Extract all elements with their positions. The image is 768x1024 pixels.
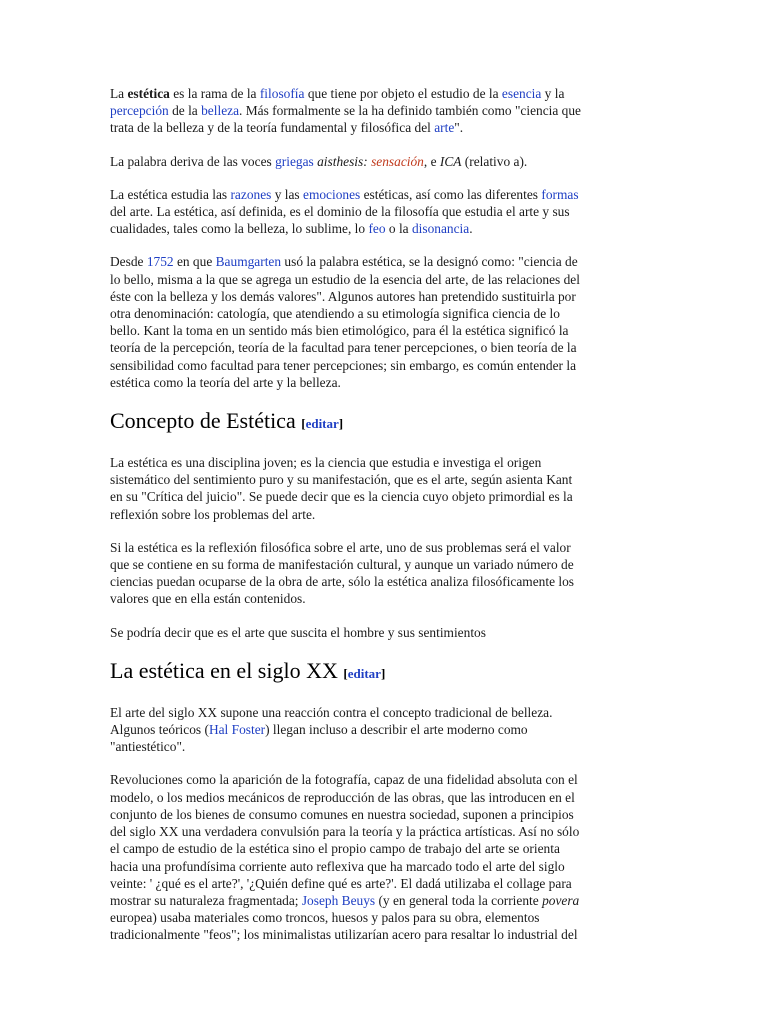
link-feo[interactable]: feo [368, 221, 386, 237]
heading-concepto: Concepto de Estética [editar] [110, 408, 344, 434]
link-joseph-beuys[interactable]: Joseph Beuys [301, 892, 376, 908]
paragraph-suscita: Se podría decir que es el arte que suscita el hombre y sus sentimientos [110, 624, 486, 640]
link-griegas[interactable]: griegas [275, 153, 314, 169]
edit-section-concepto: [editar] [301, 416, 344, 432]
link-hal-foster[interactable]: Hal Foster [208, 722, 266, 738]
paragraph-reflexion: Si la estética es la reflexión filosófica sobre el arte, uno de sus problemas será el valor que se contiene en su forma de manifestación cultural, y aunque un variado número de ciencias puedan ocuparse de la obra de arte, sólo la estética analiza filosóficamente los valores que en ella están contenidos. [110, 539, 574, 607]
link-disonancia[interactable]: disonancia [411, 221, 470, 237]
edit-link-concepto[interactable]: editar [305, 416, 339, 432]
link-1752[interactable]: 1752 [146, 254, 174, 270]
paragraph-history: Desde 1752 en que Baumgarten usó la palabra estética, se la designó como: "ciencia de lo bello, misma a la que se agrega un estudio de la esencia del arte, de las relaciones del éste con la belleza y los demás valores". Algunos autores han pretendido sustituirla por otra denominación: catología, que atendiendo a su etimología significa ciencia de lo bello. Kant la toma en un sentido más bien etimológico, para él la estética significó la teoría de la percepción, teoría de la facultad para tener percepciones, o bien teoría de la sensibilidad como facultad para tener percepciones; sin embargo, es común entender la estética como la teoría del arte y la belleza. [110, 254, 580, 390]
edit-section-siglo-xx: [editar] [343, 665, 386, 681]
link-filosofia[interactable]: filosofía [259, 86, 305, 101]
link-sensacion[interactable]: sensación [371, 153, 424, 169]
link-belleza[interactable]: belleza [201, 103, 240, 119]
link-esencia[interactable]: esencia [501, 86, 542, 101]
paragraph-disciplina: La estética es una disciplina joven; es la ciencia que estudia e investiga el origen sistemático del sentimiento puro y su manifestación, que es el arte, según asienta Kant en su "Crítica del juicio". Se puede decir que es la ciencia cuyo objeto primordial es la reflexión sobre los problemas del arte. [110, 455, 573, 522]
paragraph-revoluciones: Revoluciones como la aparición de la fotografía, capaz de una fidelidad absoluta con el modelo, o los medios mecánicos de reproducción de las obras, que las introducen en el conjunto de los bienes de consumo comunes en nuestra sociedad, suponen a principios del siglo XX una verdadera convulsión para la teoría y la práctica artísticas. Así no sólo el campo de estudio de la estética sino el propio campo de trabajo del arte se orienta hacia una profundísima corriente auto reflexiva que ha marcado todo el arte del siglo veinte: ' ¿qué es el arte?', '¿Quién define qué es arte?'. El dadá utilizaba el collage para mostrar su naturaleza fragmentada; Joseph Beuys (y en general toda la corriente povera europea) usaba materiales como troncos, huesos y palos para su obra, elementos tradicionalmente "feos"; los minimalistas utilizarían acero para resaltar lo industrial del [110, 772, 580, 943]
paragraph-reaccion: El arte del siglo XX supone una reacción contra el concepto tradicional de belleza. Algunos teóricos (Hal Foster) llegan incluso a describir el arte moderno como "antiestético". [110, 704, 553, 755]
heading-siglo-xx: La estética en el siglo XX [editar] [110, 657, 386, 683]
link-razones[interactable]: razones [230, 186, 272, 202]
link-percepcion[interactable]: percepción [110, 103, 169, 119]
link-emociones[interactable]: emociones [303, 186, 361, 202]
paragraph-scope: La estética estudia las razones y las emociones estéticas, así como las diferentes formas del arte. La estética, así definida, es el dominio de la filosofía que estudia el arte y sus cualidades, tales como la belleza, lo sublime, lo feo o la disonancia. [110, 186, 579, 237]
link-formas[interactable]: formas [541, 186, 579, 202]
paragraph-etymology: La palabra deriva de las voces griegas aisthesis: sensación, e ICA (relativo a). [110, 153, 528, 169]
link-baumgarten[interactable]: Baumgarten [215, 254, 282, 270]
edit-link-siglo-xx[interactable]: editar [347, 665, 381, 681]
article-body [110, 85, 655, 960]
link-arte[interactable]: arte [434, 120, 455, 136]
paragraph-intro: La estética es la rama de la filosofía que tiene por objeto el estudio de la esencia y la percepción de la belleza. Más formalmente se la ha definido también como "ciencia que trata de la belleza y de la teoría fundamental y filosófica del arte". [110, 86, 582, 136]
